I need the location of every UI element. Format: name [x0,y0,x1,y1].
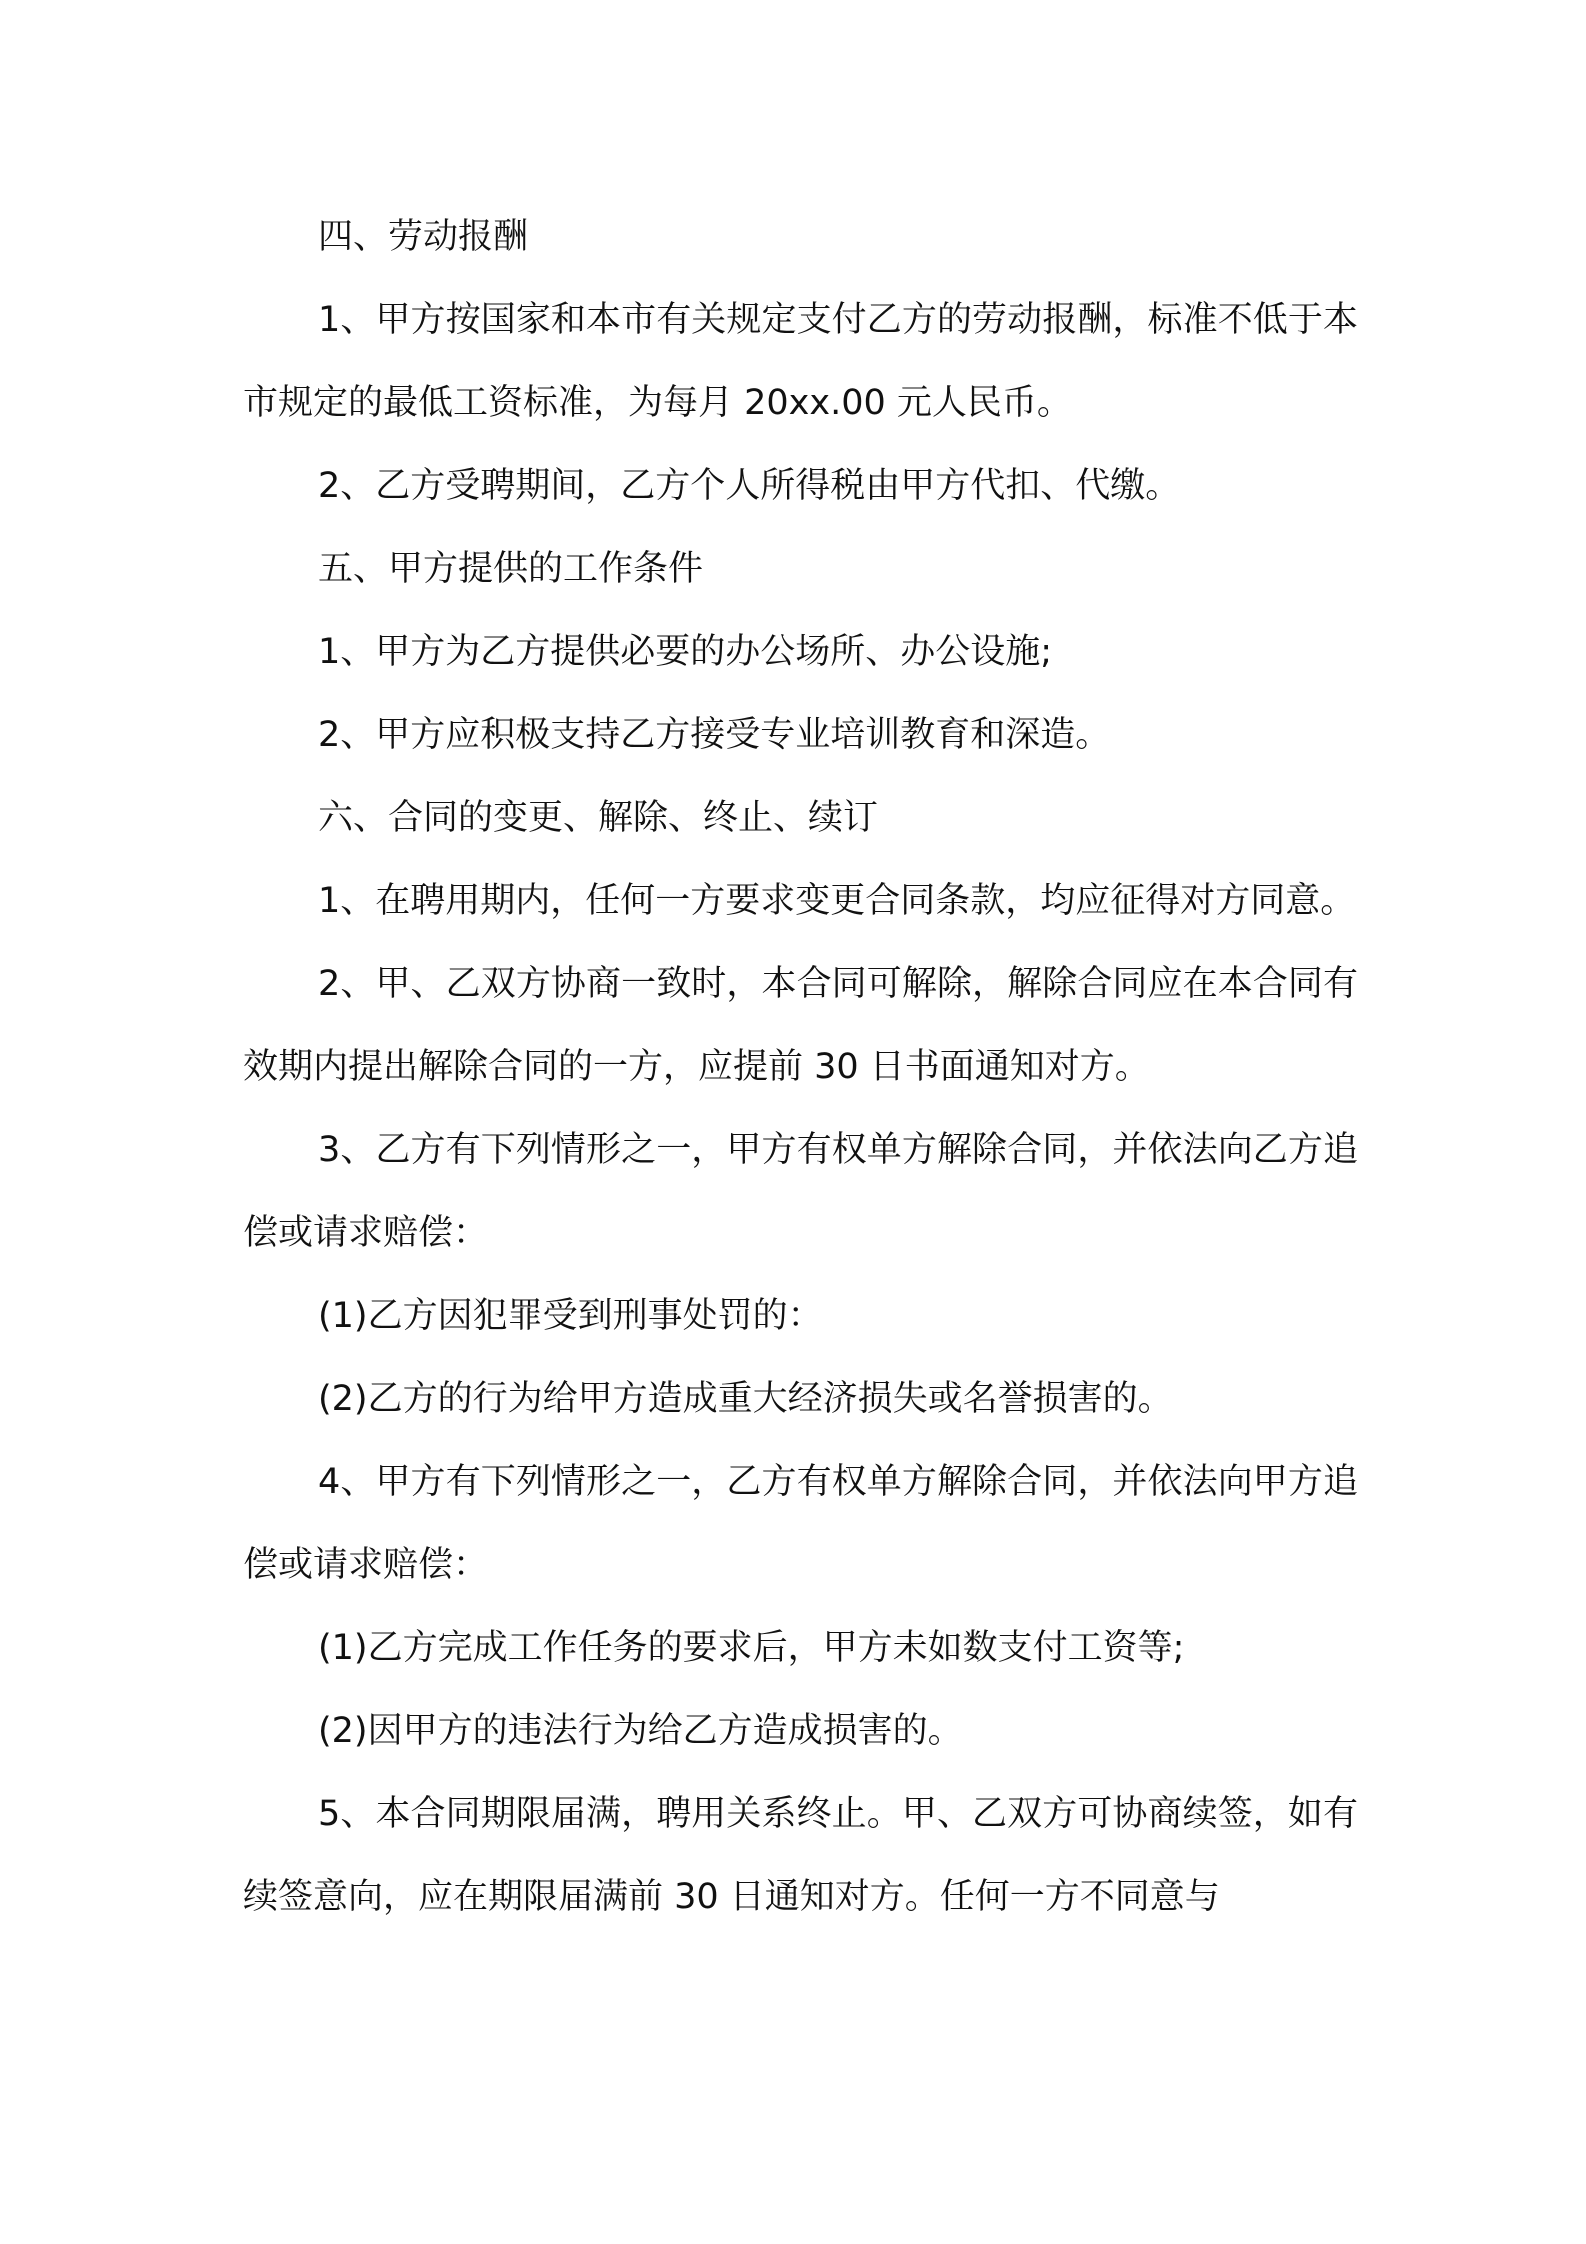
section-heading-5: 五、甲方提供的工作条件 [318,549,704,589]
paragraph-5-2: 2、甲方应积极支持乙方接受专业培训教育和深造。 [318,715,1111,755]
section-heading-4: 四、劳动报酬 [318,217,529,257]
list-item-6-3-1: (1)乙方因犯罪受到刑事处罚的： [318,1296,823,1336]
paragraph-6-4: 4、甲方有下列情形之一，乙方有权单方解除合同，并依法向甲方追偿或请求赔偿： [243,1462,1358,1585]
list-item-6-4-1: (1)乙方完成工作任务的要求后，甲方未如数支付工资等; [318,1628,1185,1668]
list-item-6-4-2: (2)因甲方的违法行为给乙方造成损害的。 [318,1711,963,1751]
paragraph-6-2: 2、甲、乙双方协商一致时，本合同可解除，解除合同应在本合同有效期内提出解除合同的一方，应提前 30 日书面通知对方。 [243,964,1358,1087]
paragraph-5-1: 1、甲方为乙方提供必要的办公场所、办公设施; [318,632,1053,672]
list-item-6-3-2: (2)乙方的行为给甲方造成重大经济损失或名誉损害的。 [318,1379,1173,1419]
paragraph-6-5: 5、本合同期限届满，聘用关系终止。甲、乙双方可协商续签，如有续签意向，应在期限届满前 30 日通知对方。任何一方不同意与 [243,1794,1358,1917]
section-heading-6: 六、合同的变更、解除、终止、续订 [318,798,879,838]
paragraph-4-2: 2、乙方受聘期间，乙方个人所得税由甲方代扣、代缴。 [318,466,1181,506]
paragraph-6-1: 1、在聘用期内，任何一方要求变更合同条款，均应征得对方同意。 [318,881,1356,921]
paragraph-4-1: 1、甲方按国家和本市有关规定支付乙方的劳动报酬，标准不低于本市规定的最低工资标准，为每月 20xx.00 元人民币。 [243,300,1358,423]
paragraph-6-3: 3、乙方有下列情形之一，甲方有权单方解除合同，并依法向乙方追偿或请求赔偿： [243,1130,1358,1253]
document-body [243,196,1358,1939]
